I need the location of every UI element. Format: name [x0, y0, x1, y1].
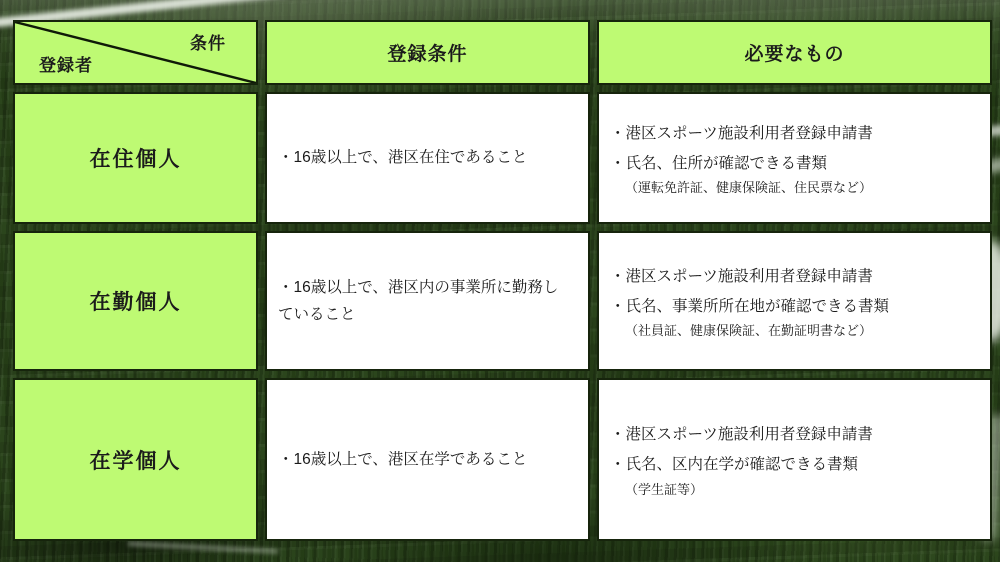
- corner-label-condition: 条件: [190, 34, 226, 53]
- header-cell-required: 必要なもの: [597, 20, 992, 85]
- required-cell-resident: [597, 92, 992, 224]
- required-item: ・港区スポーツ施設利用者登録申請書: [610, 267, 873, 285]
- required-item: ・氏名、住所が確認できる書類: [610, 154, 828, 172]
- corner-header-cell: [13, 20, 258, 85]
- header-cell-conditions: 登録条件: [265, 20, 590, 85]
- condition-cell-worker: [265, 231, 590, 371]
- condition-text: ・16歳以上で、港区内の事業所に勤務していること: [278, 278, 559, 323]
- row-label-worker: 在勤個人: [13, 231, 258, 371]
- condition-text: ・16歳以上で、港区在住であること: [278, 149, 528, 167]
- required-item: ・港区スポーツ施設利用者登録申請書: [610, 426, 873, 444]
- condition-cell-resident: [265, 92, 590, 224]
- required-note: （社員証、健康保険証、在勤証明書など）: [625, 323, 873, 339]
- required-note: （運転免許証、健康保険証、住民票など）: [625, 180, 873, 196]
- row-label-student: 在学個人: [13, 378, 258, 541]
- condition-cell-student: [265, 378, 590, 541]
- required-item: ・氏名、事業所所在地が確認できる書類: [610, 297, 890, 315]
- required-cell-student: [597, 378, 992, 541]
- condition-text: ・16歳以上で、港区在学であること: [278, 450, 528, 468]
- required-item: ・氏名、区内在学が確認できる書類: [610, 456, 859, 474]
- row-label-resident: 在住個人: [13, 92, 258, 224]
- required-cell-worker: [597, 231, 992, 371]
- required-item: ・港区スポーツ施設利用者登録申請書: [610, 124, 873, 142]
- required-note: （学生証等）: [625, 481, 704, 497]
- registration-table: [13, 20, 992, 541]
- corner-label-registrant: 登録者: [39, 56, 93, 75]
- chalk-streak-bottom: [128, 541, 278, 554]
